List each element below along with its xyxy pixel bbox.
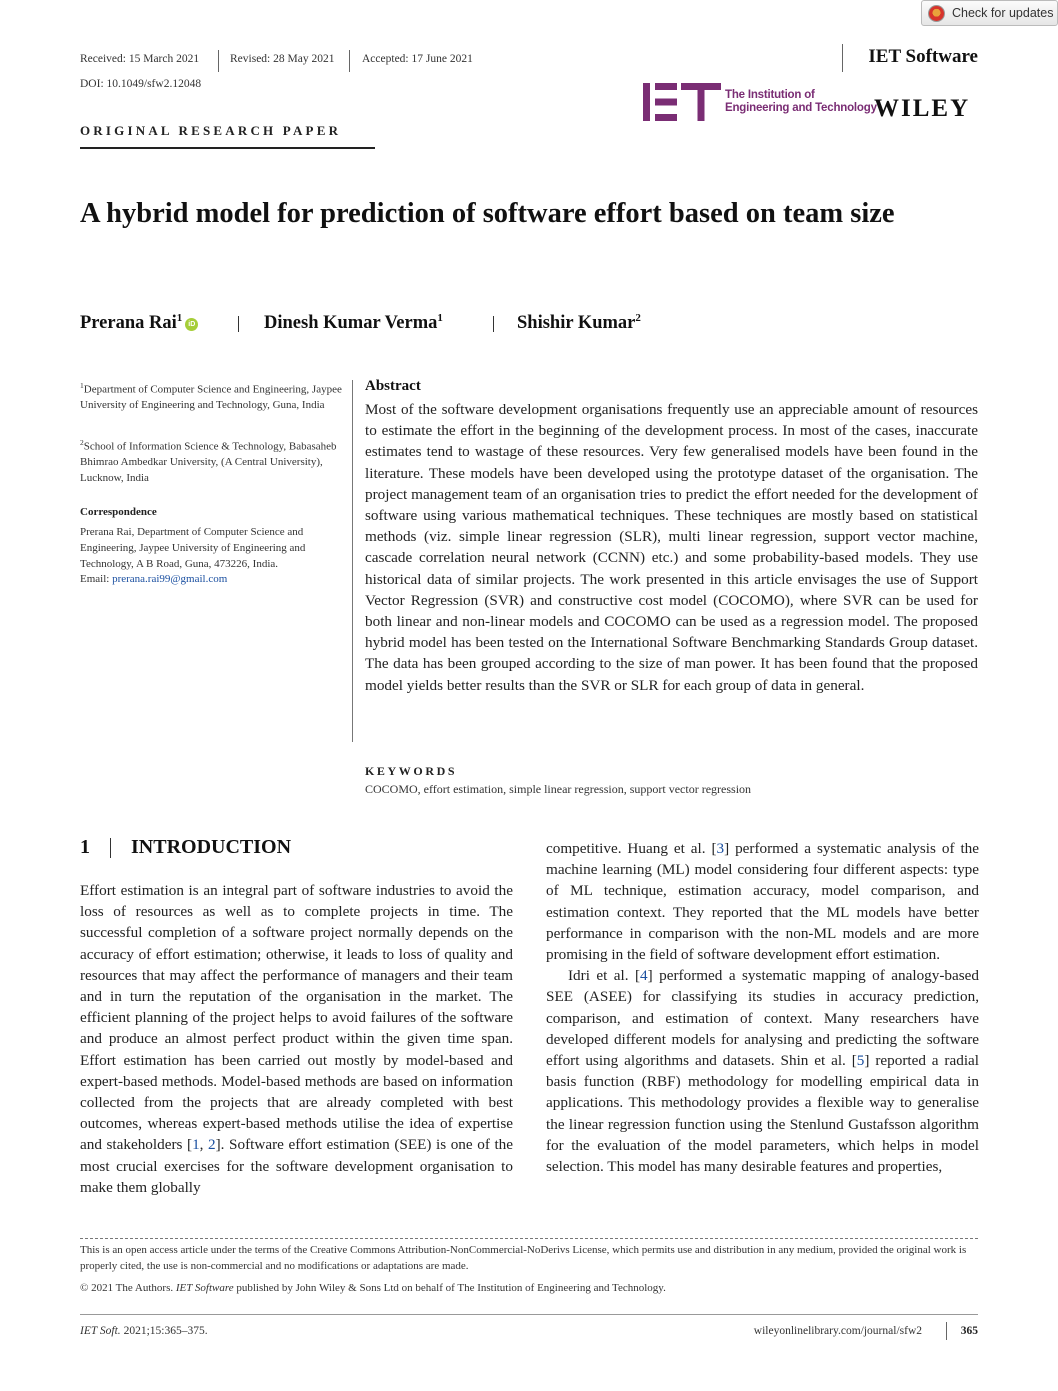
journal-name: IET Software	[868, 46, 978, 67]
left-column	[80, 880, 513, 1198]
author-separator	[238, 316, 239, 332]
keywords-heading: KEYWORDS	[365, 764, 458, 778]
license-note: This is an open access article under the terms of the Creative Commons Attribution-NonCommercial-NoDerivs License, which permits use and distribution in any medium, provided the original work is properly cited, the use is non-commercial and no modifications or adaptations are made.	[80, 1244, 967, 1272]
citation-link[interactable]: 2	[208, 1136, 216, 1154]
wiley-logo: WILEY	[874, 95, 971, 122]
citation-line: IET Soft. 2021;15:365–375.	[80, 1325, 208, 1337]
right-column	[546, 838, 979, 1177]
footer-rule	[80, 1314, 978, 1315]
citation-link[interactable]: 1	[192, 1136, 200, 1154]
citation-link[interactable]: 5	[856, 1052, 865, 1070]
accepted-date: Accepted: 17 June 2021	[362, 53, 473, 65]
correspondence-heading: Correspondence	[80, 506, 157, 518]
abstract-text: Most of the software development organisations frequently use an appreciable amount of resources to estimate the effort in the beginning of the development process. In most of the cases, inaccurate estimates tend to wastage of these resources. Very few generalised models have been found in the literature. These models have been developed using the prototype dataset of the organisation. The project management team of an organisation tries to predict the effort needed for the development of software using various mathematical techniques. These techniques are mostly based on statistical methods (viz. simple linear regression (SLR), multi linear regression, support vector machine, cascade correlation neural network (CCNN) etc.) and some probability-based models. They use historical data of similar projects. The work presented in this article envisages the use of Support Vector Regression (SVR) and constructive cost model (COCOMO), where SVR can be used for both linear and non-linear models and COCOMO can be used as a regression model. The proposed hybrid model has been tested on the International Software Benchmarking Standards Group dataset. The data has been grouped according to the size of man power. It has been found that the proposed model yields better results than the SVR or SLR for each group of data in general.	[365, 401, 978, 694]
iet-name	[725, 89, 877, 115]
footnote-divider	[80, 1238, 978, 1239]
article-type-rule	[80, 147, 375, 149]
author: Shishir Kumar$^2$	[517, 312, 641, 334]
revised-date: Revised: 28 May 2021	[230, 53, 335, 65]
paragraph: competitive. Huang et al. [3] performed a systematic analysis of the machine learning (ML) model considering four different aspects: type of ML technique, estimation accuracy, model comparison, and estimation context. They reported that the ML models have better performance in comparison with the non-ML models and are more promising in the field of software development effort estimation.	[546, 840, 979, 964]
author-separator	[493, 316, 494, 332]
page-divider	[946, 1322, 947, 1340]
check-for-updates-button[interactable]	[921, 0, 1058, 26]
copyright-note: © 2021 The Authors. IET Software published by John Wiley & Sons Ltd on behalf of The Institution of Engineering and Technology.	[80, 1282, 666, 1294]
article-dates	[80, 52, 978, 72]
divider	[842, 44, 843, 72]
abstract-heading: Abstract	[365, 378, 421, 394]
author: Prerana Rai$^1$iD	[80, 312, 198, 334]
section-number: 1	[80, 836, 90, 858]
iet-logo-mark	[643, 83, 721, 121]
author: Dinesh Kumar Verma$^1$	[264, 312, 443, 334]
check-for-updates-label: Check for updates	[952, 6, 1054, 20]
page-number: 365	[960, 1325, 978, 1337]
orcid-icon[interactable]: iD	[185, 318, 198, 331]
section-divider	[110, 838, 111, 858]
iet-logo	[643, 82, 877, 122]
received-date: Received: 15 March 2021	[80, 53, 200, 65]
crossmark-icon	[928, 5, 945, 22]
divider	[349, 50, 350, 72]
citation-link[interactable]: 3	[716, 840, 725, 857]
article-type: ORIGINAL RESEARCH PAPER	[80, 123, 342, 138]
section-title: INTRODUCTION	[131, 836, 292, 858]
journal-url[interactable]: wileyonlinelibrary.com/journal/sfw2	[753, 1325, 922, 1337]
divider	[218, 50, 219, 72]
keywords: COCOMO, effort estimation, simple linear regression, support vector regression	[365, 782, 752, 796]
doi: DOI: 10.1049/sfw2.12048	[80, 78, 202, 90]
paragraph: Idri et al. [4] performed a systematic mapping of analogy-based SEE (ASEE) for classifying its studies in accuracy prediction, comparison, and estimation of context. Many researchers have developed different models for analysing and predicting the software effort using algorithms and datasets. Shin et al. [5] reported a radial basis function (RBF) methodology for modelling empirical data in applications. This methodology provides a flexible way to generalise the linear regression function using the Stenlund Gustafsson algorithm for the evaluation of the model parameters, which helps in model selection. This model has many desirable features and properties,	[546, 967, 979, 1176]
affiliation: $^1$Department of Computer Science and Engineering, Jaypee University of Engineering and Technology, Guna, India	[80, 381, 342, 412]
email-link[interactable]: prerana.rai99@gmail.com	[112, 573, 228, 586]
iet-name-line1: The Institution of	[725, 89, 815, 101]
paragraph: Effort estimation is an integral part of software industries to avoid the loss of resources as well as to complete projects in time. The successful completion of a software project normally depends on the accuracy of effort estimation; otherwise, it leads to loss of quality and resources that may affect the performance of managers and their team and in turn the reputation of the organisation in the market. The efficient planning of the project helps to avoid failures of the software and produce an almost perfect product within the given time span. Effort estimation has been carried out mostly by model-based and expert-based methods. Model-based methods are based on information collected from the projects that are already completed with best outcomes, whereas expert-based methods utilise the idea of expertise and stakeholders [1, 2]. Software effort estimation (SEE) is one of the most crucial exercises for the software development organisation to make them globally	[80, 882, 513, 1196]
abstract-rule	[352, 380, 353, 742]
citation-link[interactable]: 4	[640, 967, 648, 985]
paper-title: A hybrid model for prediction of software effort based on team size	[80, 198, 895, 229]
iet-name-line2: Engineering and Technology	[725, 102, 877, 114]
correspondence: Prerana Rai, Department of Computer Science and Engineering, Jaypee University of Engineering and Technology, A B Road, Guna, 473226, India. Email: prerana.rai99@gmail.com	[80, 526, 306, 586]
affiliation: $^2$School of Information Science & Technology, Babasaheb Bhimrao Ambedkar University, (A Central University), Lucknow, India	[80, 438, 337, 485]
